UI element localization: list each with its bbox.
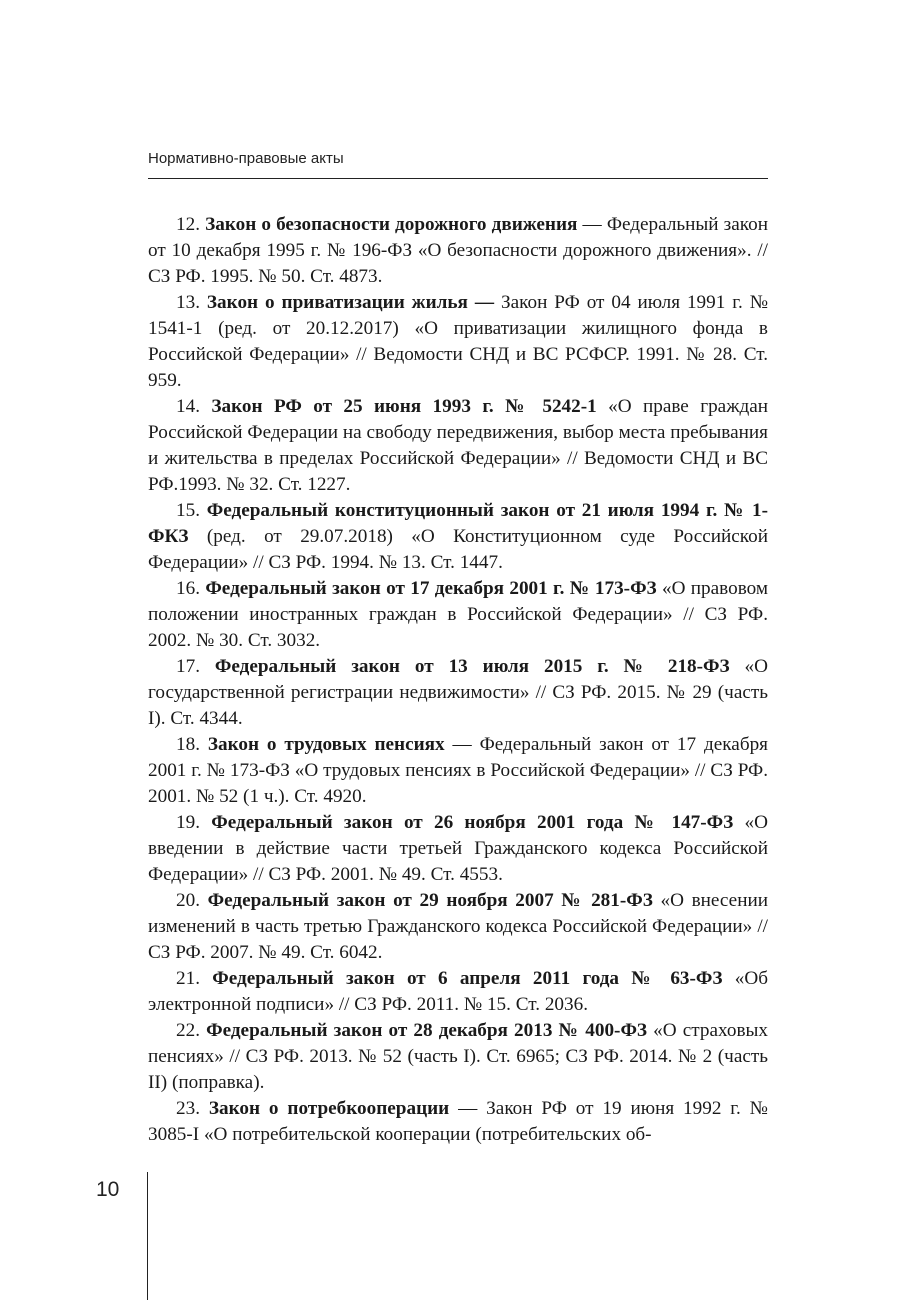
list-item — [148, 498, 768, 576]
list-item — [148, 810, 768, 888]
running-title: Нормативно-правовые акты — [148, 150, 344, 167]
item-text: «О внесении изменений в часть третью Гражданского кодекса Российской Федерации» // СЗ РФ. 2007. № 49. Ст. 6042. — [148, 890, 768, 963]
list-item — [148, 212, 768, 290]
item-number: 16. — [176, 578, 200, 599]
item-text: «Об электронной подписи» // СЗ РФ. 2011. № 15. Ст. 2036. — [148, 968, 768, 1015]
item-text: — Федеральный закон от 17 декабря 2001 г. № 173-ФЗ «О трудовых пенсиях в Российской Федерации» // СЗ РФ. 2001. № 52 (1 ч.). Ст. 4920. — [148, 734, 769, 807]
item-number: 14. — [176, 396, 200, 417]
item-title: Федеральный закон от 6 апреля 2011 года № 63-ФЗ — [212, 968, 723, 989]
page-number: 10 — [96, 1178, 120, 1201]
item-text: Закон РФ от 04 июля 1991 г. № 1541-1 (ред. от 20.12.2017) «О приватизации жилищного фонда в Российской Федерации» // Ведомости СНД и ВС РСФСР. 1991. № 28. Ст. 959. — [148, 292, 769, 391]
item-title: Федеральный закон от 29 ноября 2007 № 281-ФЗ — [207, 890, 653, 911]
list-item — [148, 394, 768, 498]
item-title: Федеральный закон от 13 июля 2015 г. № 218-ФЗ — [214, 656, 730, 677]
item-text: (ред. от 29.07.2018) «О Конституционном суде Российской Федерации» // СЗ РФ. 1994. № 13. Ст. 1447. — [148, 526, 768, 573]
item-number: 13. — [176, 292, 200, 313]
document-body — [148, 212, 768, 1148]
item-number: 17. — [176, 656, 200, 677]
list-item — [148, 888, 768, 966]
item-title: Закон о безопасности дорожного движения — [205, 214, 578, 235]
list-item — [148, 966, 768, 1018]
item-text: — Федеральный закон от 10 декабря 1995 г. № 196-ФЗ «О безопасности дорожного движения». // СЗ РФ. 1995. № 50. Ст. 4873. — [148, 214, 768, 287]
list-item — [148, 654, 768, 732]
item-title: Закон о потребкооперации — [208, 1098, 450, 1119]
item-text: «О правовом положении иностранных граждан в Российской Федерации» // СЗ РФ. 2002. № 30. Ст. 3032. — [148, 578, 768, 651]
item-title: Закон о приватизации жилья — — [206, 292, 495, 313]
item-number: 20. — [176, 890, 200, 911]
list-item — [148, 576, 768, 654]
item-text: «О праве граждан Российской Федерации на свободу передвижения, выбор места пребывания и жительства в пределах Российской Федерации» // Ведомости СНД и ВС РФ.1993. № 32. Ст. 1227. — [148, 396, 768, 495]
item-title: Федеральный конституционный закон от 21 июля 1994 г. № 1-ФКЗ — [148, 500, 769, 547]
list-item — [148, 290, 768, 394]
item-number: 21. — [176, 968, 200, 989]
item-title: Закон РФ от 25 июня 1993 г. № 5242-1 — [211, 396, 597, 417]
item-text: «О государственной регистрации недвижимости» // СЗ РФ. 2015. № 29 (часть I). Ст. 4344. — [148, 656, 769, 729]
list-item — [148, 732, 768, 810]
item-title: Федеральный закон от 17 декабря 2001 г. № 173-ФЗ — [205, 578, 657, 599]
list-item — [148, 1018, 768, 1096]
item-text: «О страховых пенсиях» // СЗ РФ. 2013. № 52 (часть I). Ст. 6965; СЗ РФ. 2014. № 2 (часть II) (поправка). — [148, 1020, 769, 1093]
item-number: 23. — [176, 1098, 200, 1119]
item-title: Закон о трудовых пенсиях — [207, 734, 445, 755]
item-number: 12. — [176, 214, 200, 235]
item-number: 18. — [176, 734, 200, 755]
margin-rule — [147, 1172, 148, 1300]
header-rule — [148, 178, 768, 179]
item-number: 22. — [176, 1020, 200, 1041]
item-number: 15. — [176, 500, 200, 521]
item-title: Федеральный закон от 26 ноября 2001 года № 147-ФЗ — [211, 812, 734, 833]
item-number: 19. — [176, 812, 200, 833]
list-item — [148, 1096, 768, 1148]
item-title: Федеральный закон от 28 декабря 2013 № 400-ФЗ — [206, 1020, 648, 1041]
item-text: — Закон РФ от 19 июня 1992 г. № 3085-I «О потребительской кооперации (потребительских об- — [148, 1098, 768, 1145]
item-text: «О введении в действие части третьей Гражданского кодекса Российской Федерации» // СЗ РФ. 2001. № 49. Ст. 4553. — [148, 812, 768, 885]
